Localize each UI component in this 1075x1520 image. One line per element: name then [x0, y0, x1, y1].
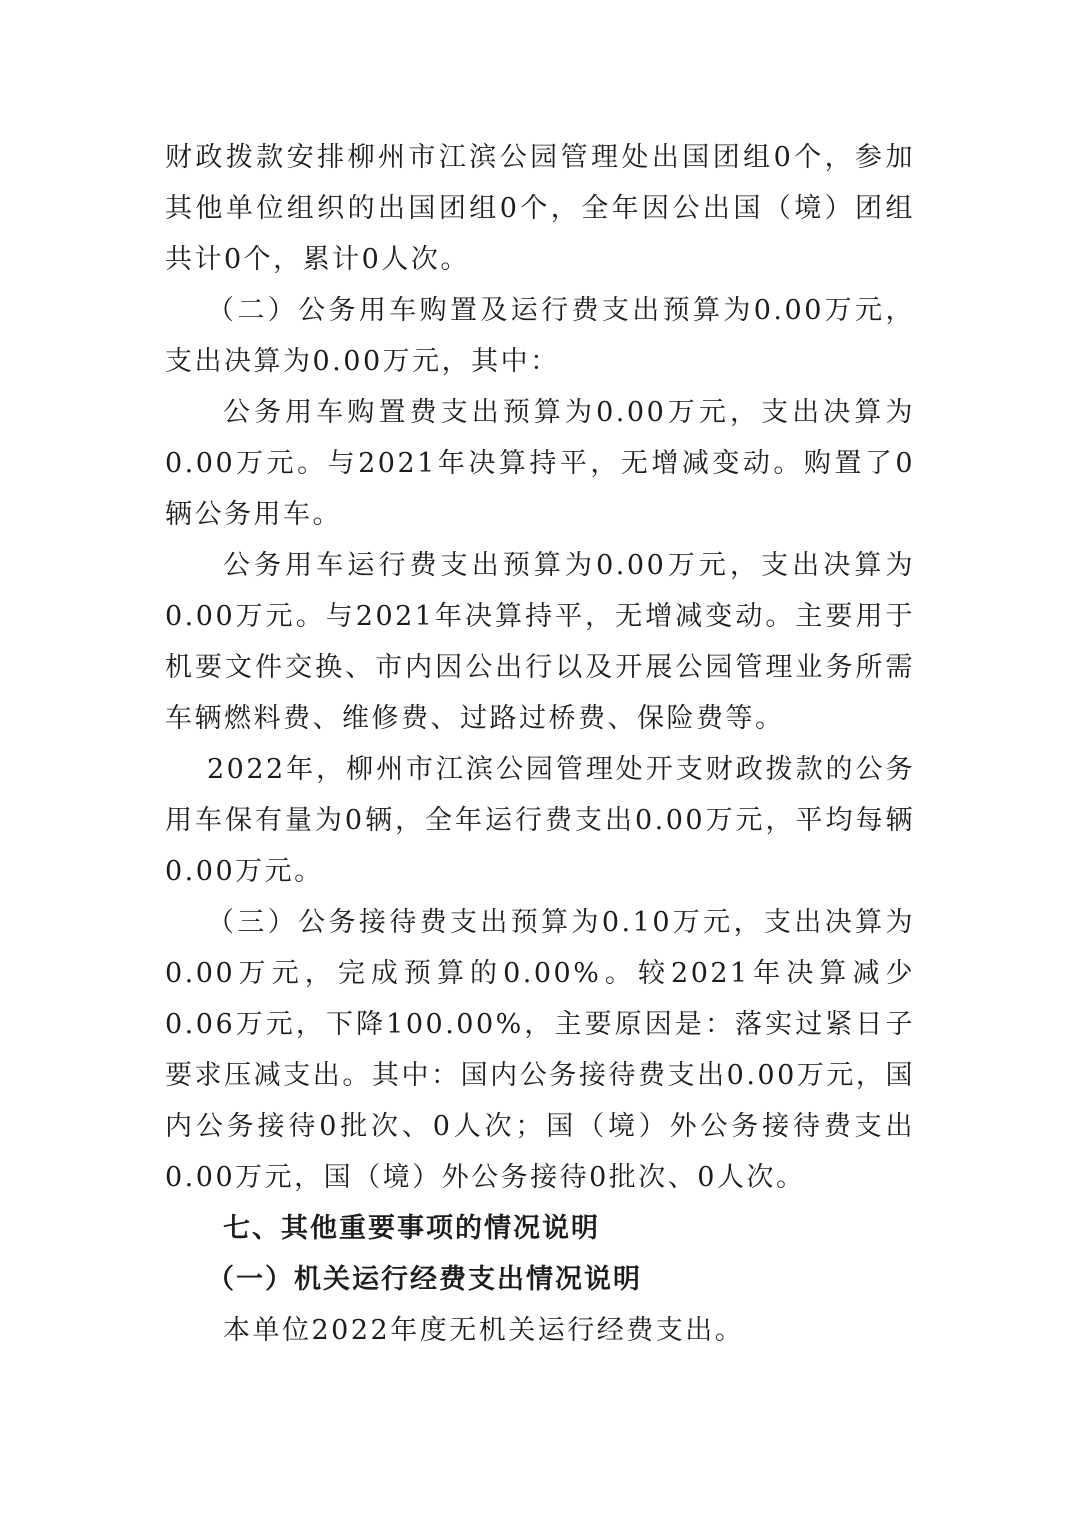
- paragraph-vehicle-purchase: 公务用车购置费支出预算为0.00万元，支出决算为0.00万元。与2021年决算持平，无增减变动。购置了0辆公务用车。: [165, 397, 915, 530]
- paragraph-vehicle-summary: （二）公务用车购置及运行费支出预算为0.00万元，支出决算为0.00万元，其中：: [165, 295, 915, 377]
- paragraph-overseas-trips: 财政拨款安排柳州市江滨公园管理处出国团组0个，参加其他单位组织的出国团组0个，全年因公出国（境）团组共计0个，累计0人次。: [165, 142, 915, 275]
- section-heading: 七、其他重要事项的情况说明: [223, 1213, 600, 1244]
- document-body: [165, 132, 915, 1356]
- subsection-heading: （一）机关运行经费支出情况说明: [207, 1264, 642, 1295]
- paragraph-vehicle-operation: 公务用车运行费支出预算为0.00万元，支出决算为0.00万元。与2021年决算持平，无增减变动。主要用于机要文件交换、市内因公出行以及开展公园管理业务所需车辆燃料费、维修费、过路过桥费、保险费等。: [165, 550, 915, 734]
- paragraph-vehicle-fleet: 2022年，柳州市江滨公园管理处开支财政拨款的公务用车保有量为0辆，全年运行费支出0.00万元，平均每辆0.00万元。: [165, 754, 915, 887]
- paragraph-reception-expenses: （三）公务接待费支出预算为0.10万元，支出决算为0.00万元，完成预算的0.00%。较2021年决算减少0.06万元，下降100.00%，主要原因是：落实过紧日子要求压减支出。其中：国内公务接待费支出0.00万元，国内公务接待0批次、0人次；国（境）外公务接待费支出0.00万元，国（境）外公务接待0批次、0人次。: [165, 907, 915, 1193]
- paragraph-operating-expenses: 本单位2022年度无机关运行经费支出。: [223, 1315, 745, 1346]
